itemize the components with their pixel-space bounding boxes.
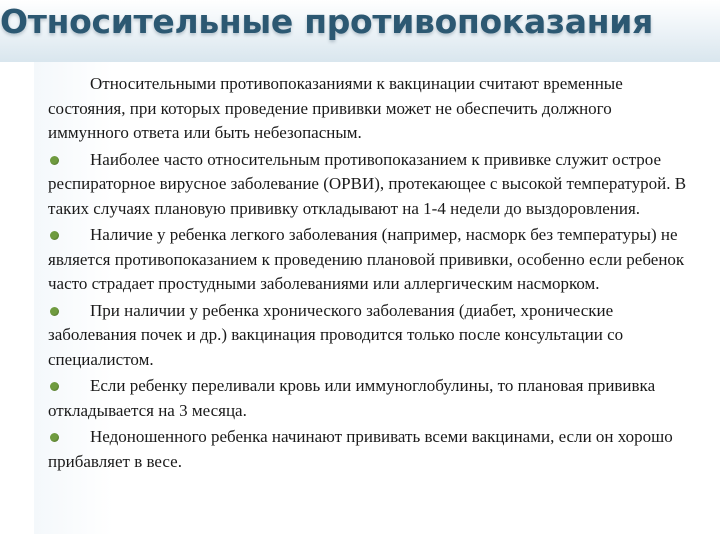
bullet-text: При наличии у ребенка хронического заболевания (диабет, хронические заболевания почек и др.) вакцинация проводится только после консультации со специалистом. bbox=[48, 300, 624, 369]
bullet-text: Если ребенку переливали кровь или иммуноглобулины, то плановая прививка откладывается на 3 месяца. bbox=[48, 376, 656, 420]
bullet-icon bbox=[50, 156, 59, 165]
bullet-item-5 bbox=[48, 425, 688, 474]
bullet-item-2 bbox=[48, 223, 688, 297]
bullet-text: Недоношенного ребенка начинают прививать всеми вакцинами, если он хорошо прибавляет в весе. bbox=[48, 427, 673, 471]
bullet-icon bbox=[50, 382, 59, 391]
slide-title: Относительные противопоказания bbox=[0, 2, 653, 41]
bullet-item-3 bbox=[48, 299, 688, 373]
bullet-icon bbox=[50, 433, 59, 442]
intro-paragraph: Относительными противопоказаниями к вакцинации считают временные состояния, при которых проведение прививки может не обеспечить должного иммунного ответа или быть небезопасным. bbox=[48, 74, 623, 142]
bullet-icon bbox=[50, 231, 59, 240]
bullet-item-1 bbox=[48, 148, 688, 222]
bullet-text: Наличие у ребенка легкого заболевания (например, насморк без температуры) не является противопоказанием к проведению плановой прививки, особенно если ребенок часто страдает простудными заболеваниями или аллергическим насморком. bbox=[48, 225, 685, 293]
bullet-text: Наиболее часто относительным противопоказанием к прививке служит острое респираторное вирусное заболевание (ОРВИ), протекающее с высокой температурой. В таких случаях плановую прививку откладывают на 1-4 недели до выздоровления. bbox=[48, 149, 687, 218]
bullet-item-4 bbox=[48, 374, 688, 423]
slide-body bbox=[48, 72, 688, 476]
bullet-icon bbox=[50, 307, 59, 316]
